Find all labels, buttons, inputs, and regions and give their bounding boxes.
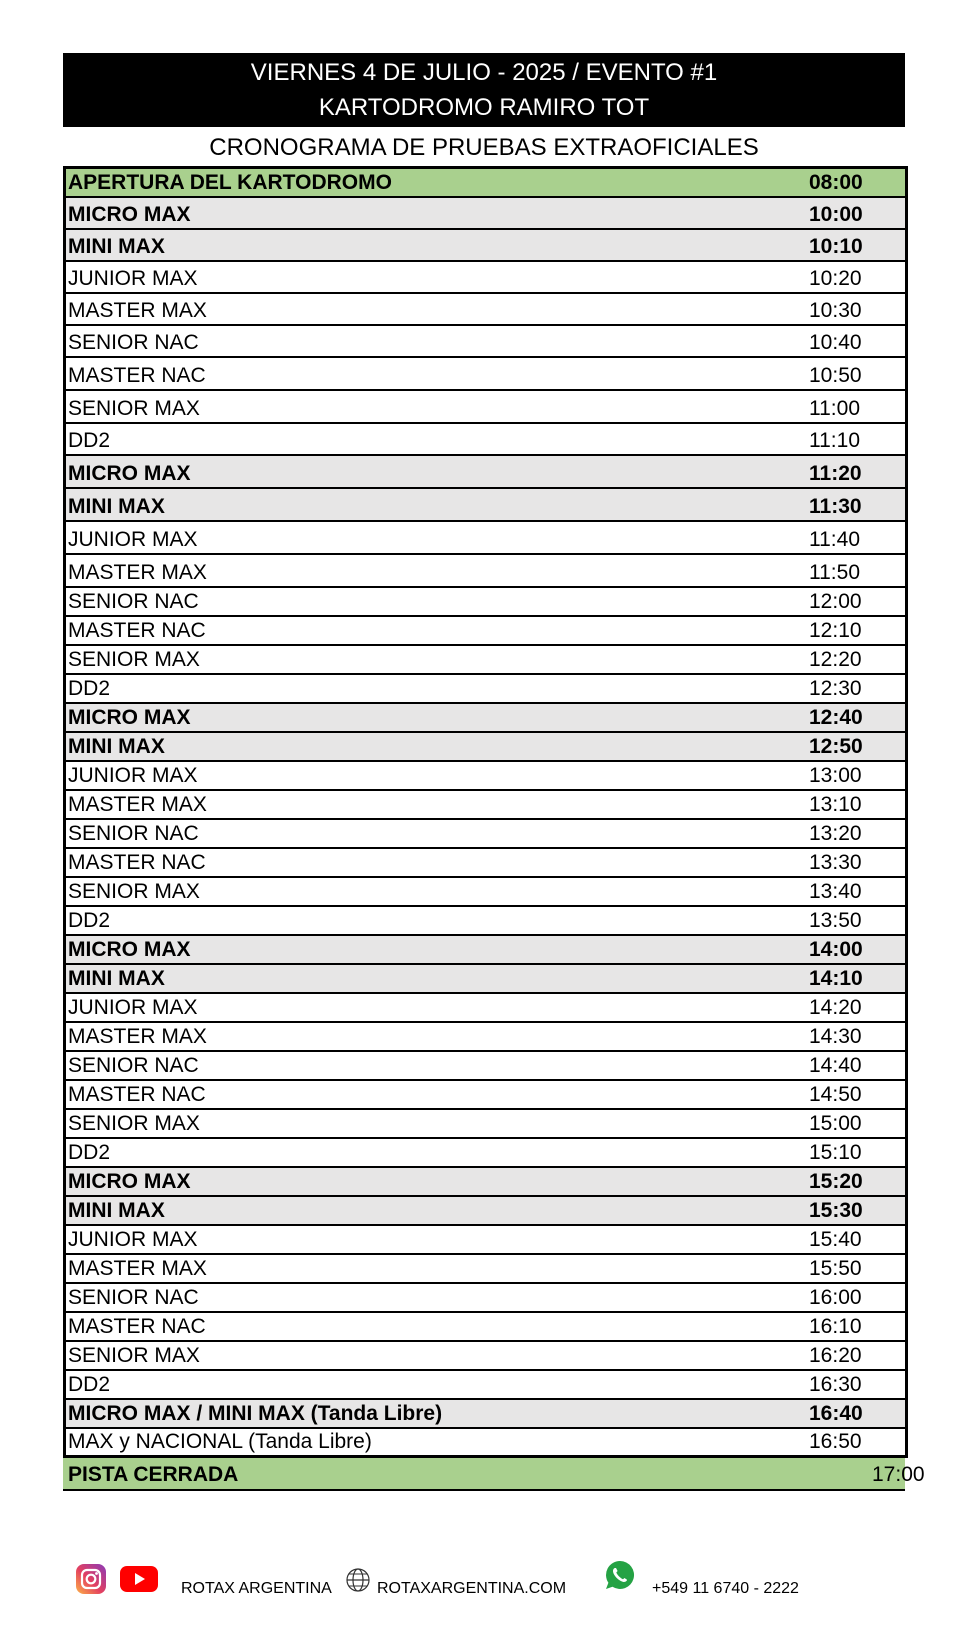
session-time: 16:50 (809, 1430, 862, 1453)
session-name: SENIOR NAC (68, 590, 199, 613)
session-name: MICRO MAX (68, 203, 191, 226)
schedule-row (66, 391, 905, 424)
schedule-row (66, 1052, 905, 1081)
brand-name: ROTAX ARGENTINA (181, 1580, 332, 1597)
session-name: MASTER MAX (68, 1257, 207, 1280)
session-time: 15:50 (809, 1257, 862, 1280)
session-time: 10:00 (809, 203, 863, 226)
schedule-row (66, 358, 905, 391)
session-time: 16:40 (809, 1402, 863, 1425)
session-name: MAX y NACIONAL (Tanda Libre) (68, 1430, 372, 1453)
session-time: 12:00 (809, 590, 862, 613)
session-time: 16:10 (809, 1315, 862, 1338)
schedule-row (66, 198, 905, 230)
whatsapp-icon[interactable] (604, 1559, 636, 1591)
schedule-row (66, 733, 905, 762)
session-time: 10:10 (809, 235, 863, 258)
schedule-row (66, 424, 905, 456)
session-name: MICRO MAX (68, 706, 191, 729)
session-time: 15:00 (809, 1112, 862, 1135)
session-name: MASTER MAX (68, 793, 207, 816)
schedule-row (66, 1197, 905, 1226)
schedule-row (66, 994, 905, 1023)
session-time: 14:50 (809, 1083, 862, 1106)
session-time: 16:00 (809, 1286, 862, 1309)
session-time: 14:30 (809, 1025, 862, 1048)
session-time: 14:20 (809, 996, 862, 1019)
schedule-row (66, 1342, 905, 1371)
session-time: 13:00 (809, 764, 862, 787)
schedule-row (66, 1284, 905, 1313)
schedule-row (66, 1371, 905, 1400)
session-time: 11:50 (809, 561, 860, 584)
schedule-row (66, 456, 905, 489)
session-time: 14:10 (809, 967, 863, 990)
session-time: 11:00 (809, 397, 860, 420)
schedule-row (66, 489, 905, 522)
session-name: SENIOR MAX (68, 1112, 200, 1135)
session-time: 13:20 (809, 822, 862, 845)
session-name: DD2 (68, 1373, 111, 1396)
schedule-row (66, 646, 905, 675)
session-name: JUNIOR MAX (68, 996, 198, 1019)
session-time: 15:10 (809, 1141, 862, 1164)
schedule-title: CRONOGRAMA DE PRUEBAS EXTRAOFICIALES (209, 134, 759, 161)
website-link[interactable]: ROTAXARGENTINA.COM (377, 1580, 567, 1597)
schedule-row (66, 326, 905, 358)
schedule-row (66, 1429, 905, 1458)
session-time: 12:10 (809, 619, 862, 642)
session-name: SENIOR NAC (68, 1286, 199, 1309)
session-time: 11:30 (809, 495, 862, 518)
session-name: JUNIOR MAX (68, 1228, 198, 1251)
event-title: VIERNES 4 DE JULIO - 2025 / EVENTO #1 (250, 59, 718, 86)
closing-time: 17:00 (872, 1463, 925, 1486)
session-name: MICRO MAX (68, 1170, 191, 1193)
session-name: MASTER MAX (68, 561, 207, 584)
session-name: SENIOR MAX (68, 648, 200, 671)
session-time: 12:50 (809, 735, 863, 758)
youtube-icon[interactable] (120, 1566, 158, 1592)
schedule-row (66, 262, 905, 294)
session-name: JUNIOR MAX (68, 267, 198, 290)
session-time: 13:50 (809, 909, 862, 932)
session-time: 14:40 (809, 1054, 862, 1077)
session-name: MINI MAX (68, 735, 165, 758)
schedule-row (66, 849, 905, 878)
session-time: 13:10 (809, 793, 862, 816)
schedule-row (66, 936, 905, 965)
session-time: 12:40 (809, 706, 863, 729)
session-name: SENIOR MAX (68, 397, 200, 420)
session-name: MINI MAX (68, 235, 165, 258)
session-time: 15:30 (809, 1199, 863, 1222)
session-time: 15:40 (809, 1228, 862, 1251)
footer (0, 1563, 960, 1613)
schedule-row (66, 1226, 905, 1255)
session-time: 13:40 (809, 880, 862, 903)
session-time: 11:20 (809, 462, 862, 485)
session-name: JUNIOR MAX (68, 528, 198, 551)
session-name: SENIOR MAX (68, 880, 200, 903)
schedule-row (66, 820, 905, 849)
session-name: MICRO MAX / MINI MAX (Tanda Libre) (68, 1402, 443, 1425)
schedule-row (66, 1400, 905, 1429)
session-name: MASTER NAC (68, 619, 206, 642)
session-time: 13:30 (809, 851, 862, 874)
session-name: APERTURA DEL KARTODROMO (68, 171, 392, 194)
schedule-row (66, 588, 905, 617)
schedule-row (66, 555, 905, 588)
session-time: 12:20 (809, 648, 862, 671)
session-time: 08:00 (809, 171, 863, 194)
session-time: 15:20 (809, 1170, 863, 1193)
session-name: MASTER NAC (68, 364, 206, 387)
schedule-row (66, 1168, 905, 1197)
schedule-row (66, 1255, 905, 1284)
session-time: 12:30 (809, 677, 862, 700)
session-name: DD2 (68, 677, 111, 700)
session-time: 10:40 (809, 331, 862, 354)
session-time: 10:30 (809, 299, 862, 322)
session-name: JUNIOR MAX (68, 764, 198, 787)
schedule-row (66, 1023, 905, 1052)
session-name: DD2 (68, 909, 111, 932)
schedule-row (66, 522, 905, 555)
session-name: SENIOR NAC (68, 1054, 199, 1077)
closing-row (63, 1458, 925, 1491)
session-name: SENIOR NAC (68, 822, 199, 845)
schedule-row (66, 878, 905, 907)
session-name: DD2 (68, 1141, 111, 1164)
closing-label: PISTA CERRADA (68, 1463, 239, 1486)
schedule-row (66, 1313, 905, 1342)
schedule-row (66, 791, 905, 820)
session-time: 10:50 (809, 364, 862, 387)
schedule-row (66, 1110, 905, 1139)
schedule-row (66, 230, 905, 262)
schedule-row (66, 965, 905, 994)
session-name: MASTER NAC (68, 1315, 206, 1338)
session-time: 11:40 (809, 528, 860, 551)
schedule-row (66, 762, 905, 791)
session-name: SENIOR MAX (68, 1344, 200, 1367)
schedule-row (66, 294, 905, 326)
schedule-row (66, 907, 905, 936)
session-name: MICRO MAX (68, 938, 191, 961)
schedule-row (66, 675, 905, 704)
schedule-table (63, 166, 908, 1458)
session-name: SENIOR NAC (68, 331, 199, 354)
session-name: DD2 (68, 429, 111, 452)
instagram-icon[interactable] (75, 1563, 107, 1595)
session-time: 16:20 (809, 1344, 862, 1367)
session-name: MICRO MAX (68, 462, 191, 485)
schedule-row (66, 166, 905, 198)
session-name: MINI MAX (68, 967, 165, 990)
session-time: 11:10 (809, 429, 860, 452)
schedule-row (66, 617, 905, 646)
session-name: MINI MAX (68, 495, 165, 518)
session-name: MASTER MAX (68, 1025, 207, 1048)
session-name: MINI MAX (68, 1199, 165, 1222)
session-time: 16:30 (809, 1373, 862, 1396)
session-name: MASTER NAC (68, 1083, 206, 1106)
session-name: MASTER NAC (68, 851, 206, 874)
session-name: MASTER MAX (68, 299, 207, 322)
event-header (63, 53, 905, 127)
schedule-row (66, 1139, 905, 1168)
schedule-row (66, 1081, 905, 1110)
schedule-row (66, 704, 905, 733)
globe-icon (345, 1567, 371, 1593)
session-time: 14:00 (809, 938, 863, 961)
phone-number: +549 11 6740 - 2222 (652, 1580, 799, 1597)
session-time: 10:20 (809, 267, 862, 290)
venue-name: KARTODROMO RAMIRO TOT (318, 94, 650, 121)
